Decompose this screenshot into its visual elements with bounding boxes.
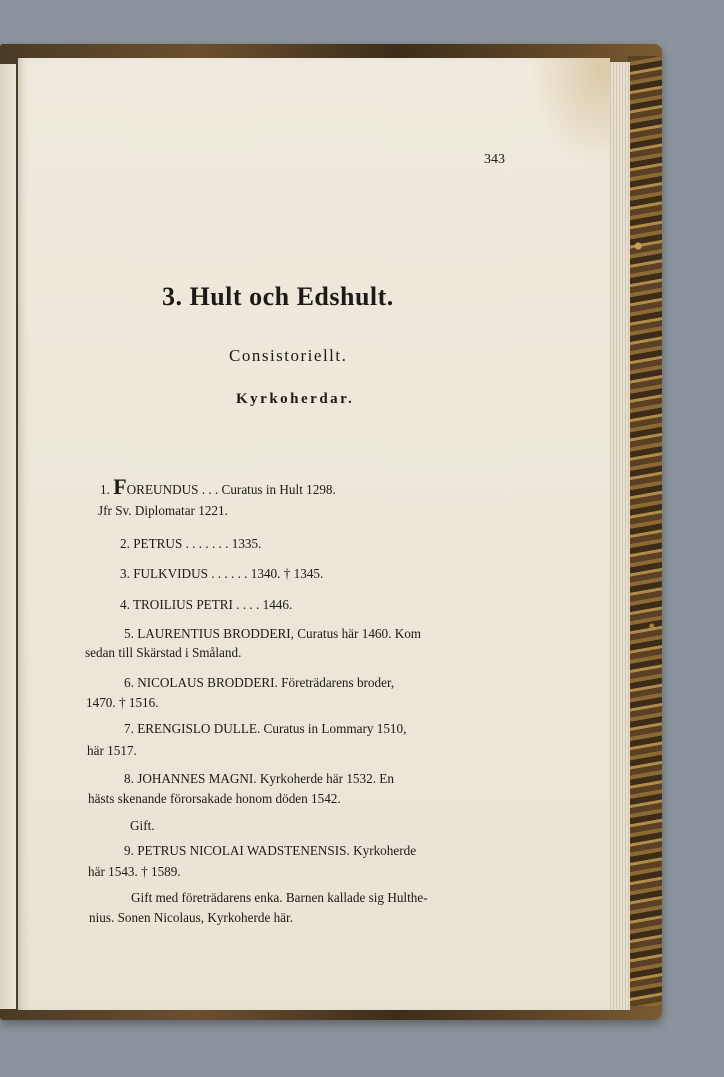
book-cover-edge xyxy=(628,56,662,1006)
entry-7-line-1: 7. ERENGISLO DULLE. Curatus in Lommary 1510, xyxy=(124,721,407,736)
entry-1-line-1: 1. FOREUNDUS . . . Curatus in Hult 1298. xyxy=(100,474,336,499)
entry-1-line-2: Jfr Sv. Diplomatar 1221. xyxy=(98,503,228,518)
entry-5-line-2: sedan till Skärstad i Småland. xyxy=(85,645,242,660)
entry-6-line-2: 1470. † 1516. xyxy=(86,695,159,710)
book-page xyxy=(18,58,610,1010)
page-stain xyxy=(530,58,610,168)
entry-3: 3. FULKVIDUS . . . . . . 1340. † 1345. xyxy=(120,566,324,581)
section-subtitle: Consistoriellt. xyxy=(229,346,348,365)
section-heading: Kyrkoherdar. xyxy=(236,391,355,407)
entry-5-line-1: 5. LAURENTIUS BRODDERI, Curatus här 1460. Kom xyxy=(124,626,422,641)
page-number: 343 xyxy=(484,152,505,167)
entry-8-line-3: Gift. xyxy=(130,818,155,833)
page-title: 3. Hult och Edshult. xyxy=(162,282,394,311)
entry-2: 2. PETRUS . . . . . . . 1335. xyxy=(120,536,262,551)
entry-8-line-1: 8. JOHANNES MAGNI. Kyrkoherde här 1532. En xyxy=(124,771,394,786)
page-stack-edge xyxy=(608,62,630,1010)
book xyxy=(0,44,662,1020)
entry-9-line-1: 9. PETRUS NICOLAI WADSTENENSIS. Kyrkoherde xyxy=(124,843,417,858)
entry-9-line-3: Gift med företrädarens enka. Barnen kallade sig Hulthe- xyxy=(131,890,428,905)
entry-6-line-1: 6. NICOLAUS BRODDERI. Företrädarens broder, xyxy=(124,675,395,690)
entry-4: 4. TROILIUS PETRI . . . . 1446. xyxy=(120,597,293,612)
entry-9-line-4: nius. Sonen Nicolaus, Kyrkoherde här. xyxy=(89,910,293,925)
entry-8-line-2: hästs skenande förorsakade honom döden 1542. xyxy=(88,791,341,806)
entry-9-line-2: här 1543. † 1589. xyxy=(88,864,181,879)
facing-page-edge xyxy=(0,64,16,1009)
entry-7-line-2: här 1517. xyxy=(87,743,137,758)
